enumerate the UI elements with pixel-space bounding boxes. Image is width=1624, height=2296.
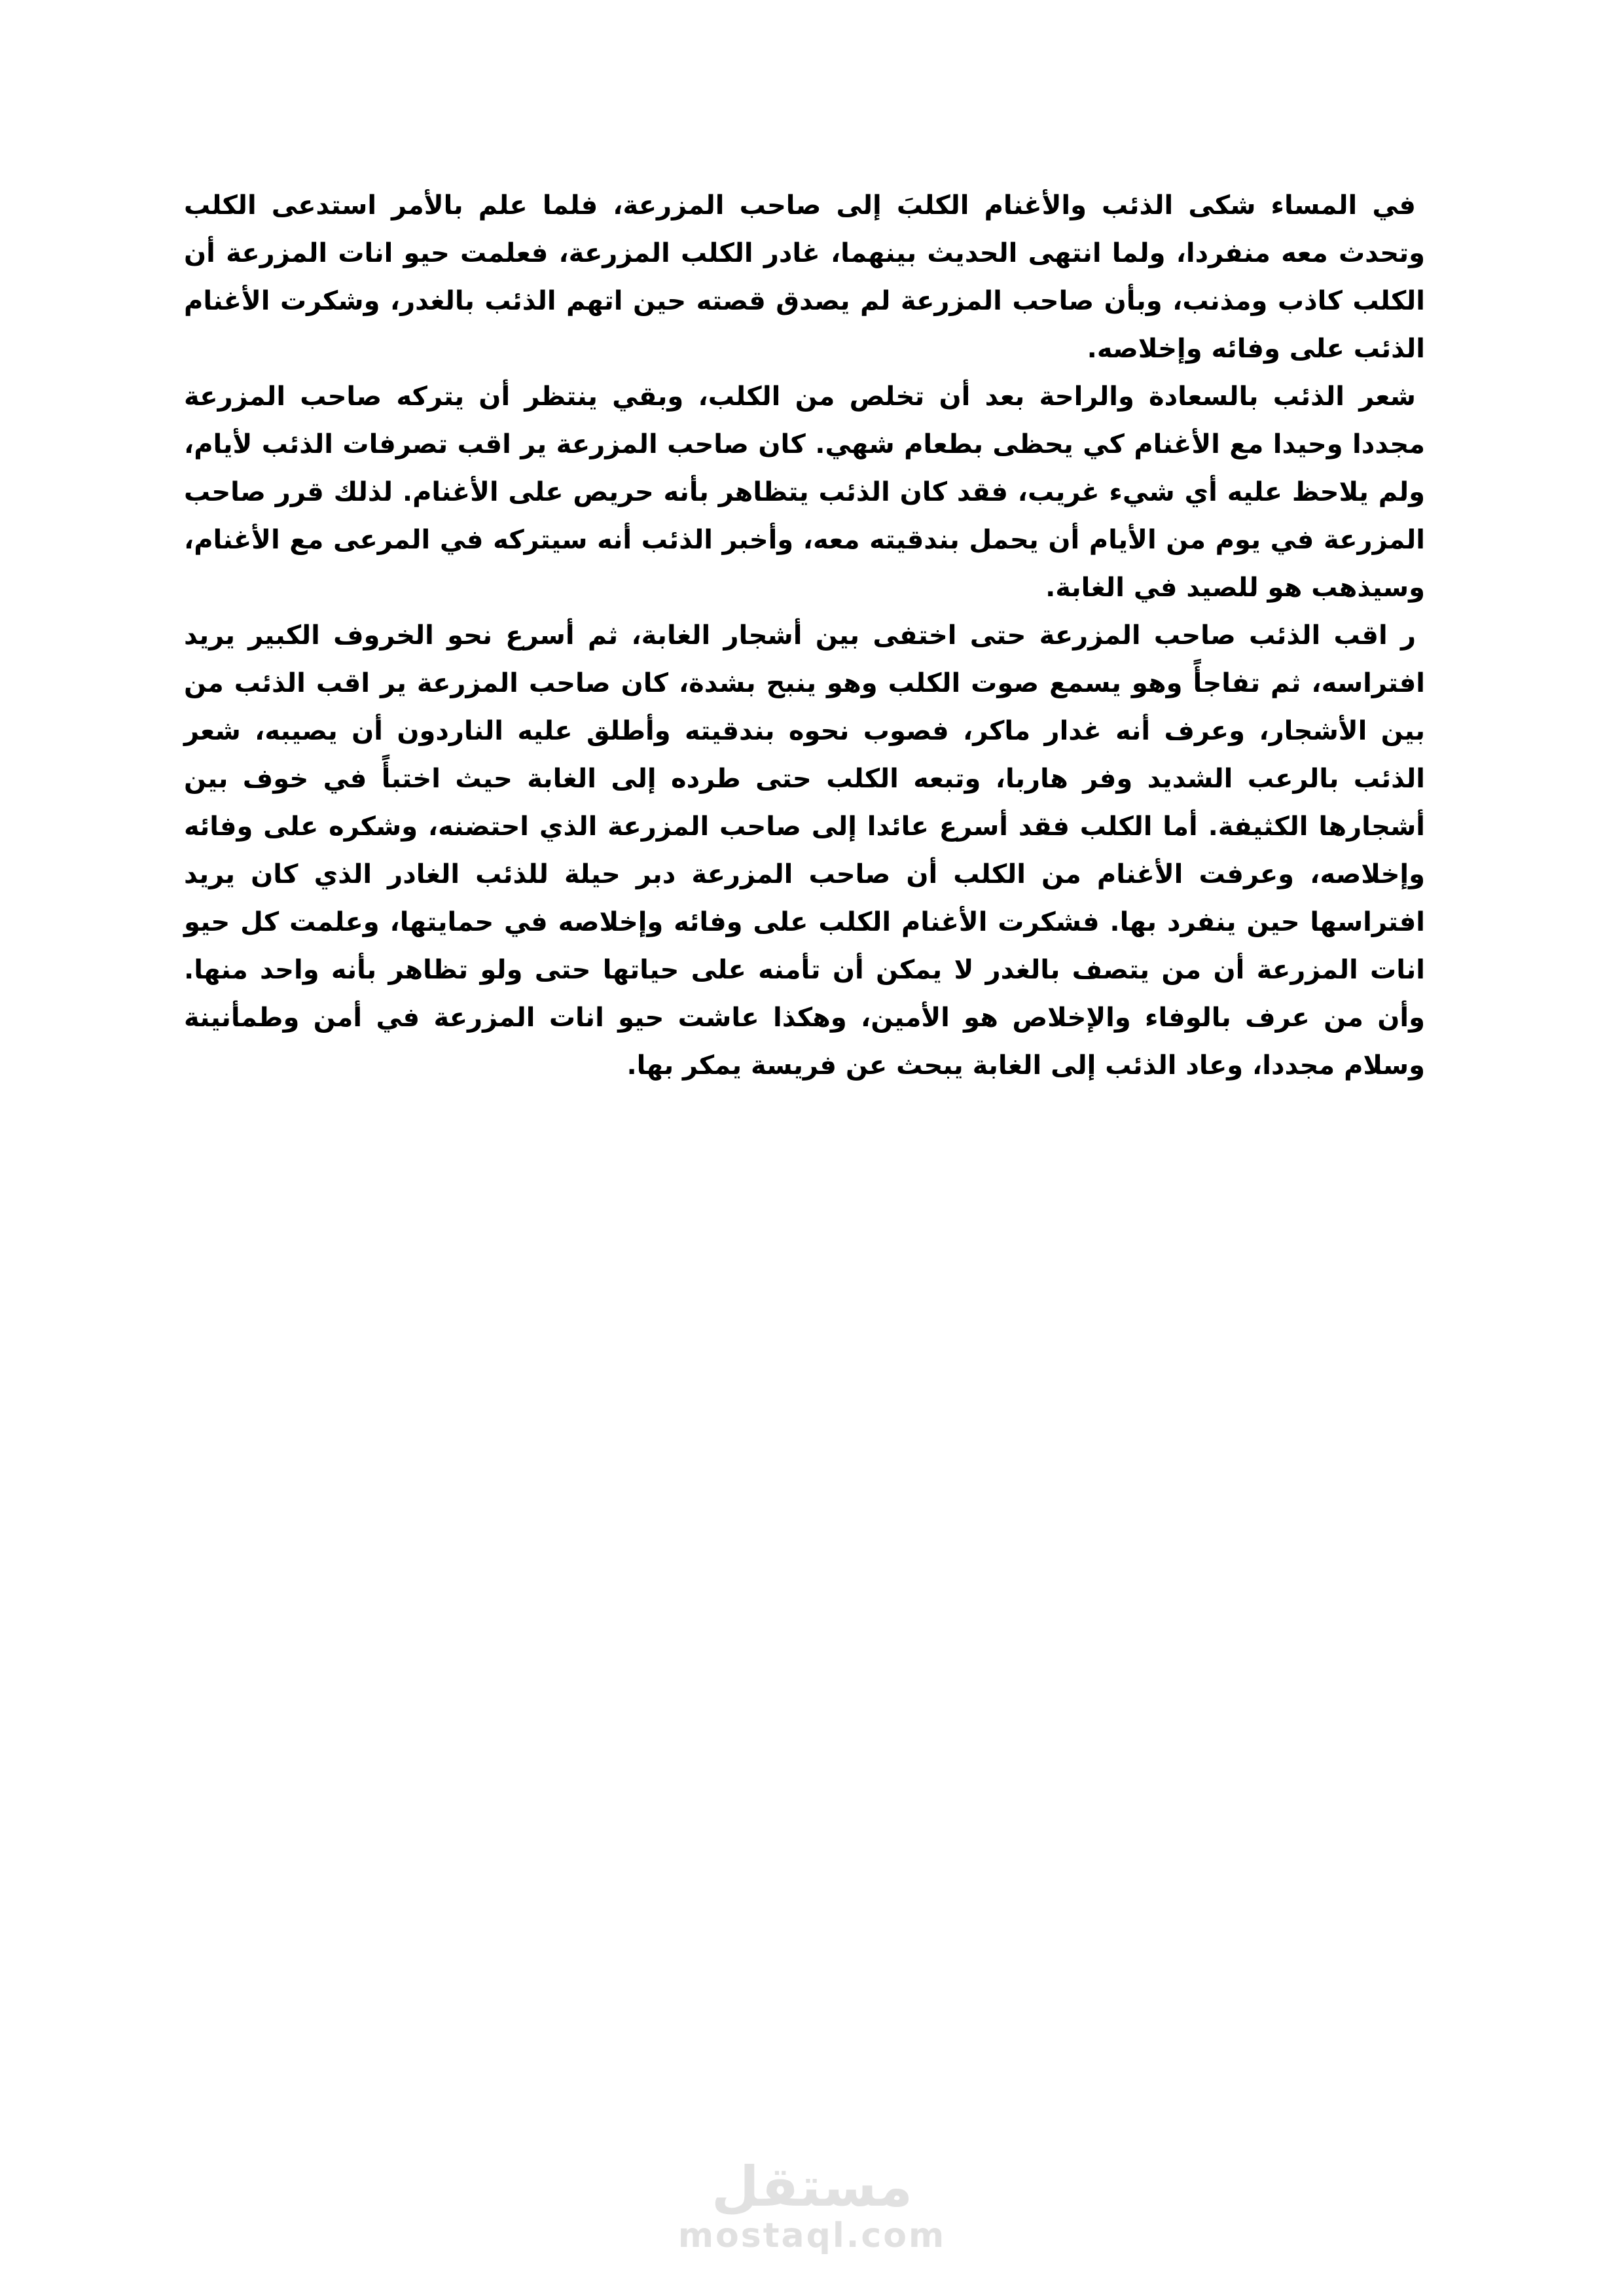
- story-paragraph: شعر الذئب بالسعادة والراحة بعد أن تخلص من الكلب، وبقي ينتظر أن يتركه صاحب المزرعة مجددا وحيدا مع الأغنام كي يحظى بطعام شهي. كان صاحب المزرعة ير اقب تصرفات الذئب لأيام، ولم يلاحظ عليه أي شيء غريب، فقد كان الذئب يتظاهر بأنه حريص على الأغنام. لذلك قرر صاحب المزرعة في يوم من الأيام أن يحمل بندقيته معه، وأخبر الذئب أنه سيتركه في المرعى مع الأغنام، وسيذهب هو للصيد في الغابة.: [184, 382, 1425, 603]
- mostaql-logo: مستقل: [711, 2155, 913, 2219]
- mostaql-site-text: mostaql.com: [677, 2216, 947, 2255]
- story-paragraph: ر اقب الذئب صاحب المزرعة حتى اختفى بين أشجار الغابة، ثم أسرع نحو الخروف الكبير يريد افتراسه، ثم تفاجأً وهو يسمع صوت الكلب وهو ينبح بشدة، كان صاحب المزرعة ير اقب الذئب من بين الأشجار، وعرف أنه غدار ماكر، فصوب نحوه بندقيته وأطلق عليه الناردون أن يصيبه، شعر الذئب بالرعب الشديد وفر هاربا، وتبعه الكلب حتى طرده إلى الغابة حيث اختبأً في خوف بين أشجارها الكثيفة. أما الكلب فقد أسرع عائدا إلى صاحب المزرعة الذي احتضنه، وشكره على وفائه وإخلاصه، وعرفت الأغنام من الكلب أن صاحب المزرعة دبر حيلة للذئب الغادر الذي كان يريد افتراسها حين ينفرد بها. فشكرت الأغنام الكلب على وفائه وإخلاصه في حمايتها، وعلمت كل حيو انات المزرعة أن من يتصف بالغدر لا يمكن أن تأمنه على حياتها حتى ولو تظاهر بأنه واحد منها. وأن من عرف بالوفاء والإخلاص هو الأمين، وهكذا عاشت حيو انات المزرعة في أمن وطمأنينة وسلام مجددا، وعاد الذئب إلى الغابة يبحث عن فريسة يمكر بها.: [184, 620, 1425, 1081]
- story-text-block: [184, 182, 1425, 1090]
- mostaql-watermark: [0, 2156, 1624, 2253]
- story-paragraph: في المساء شكى الذئب والأغنام الكلبَ إلى صاحب المزرعة، فلما علم بالأمر استدعى الكلب وتحدث معه منفردا، ولما انتهى الحديث بينهما، غادر الكلب المزرعة، فعلمت حيو انات المزرعة أن الكلب كاذب ومذنب، وبأن صاحب المزرعة لم يصدق قصته حين اتهم الذئب بالغدر، وشكرت الأغنام الذئب على وفائه وإخلاصه.: [184, 190, 1425, 364]
